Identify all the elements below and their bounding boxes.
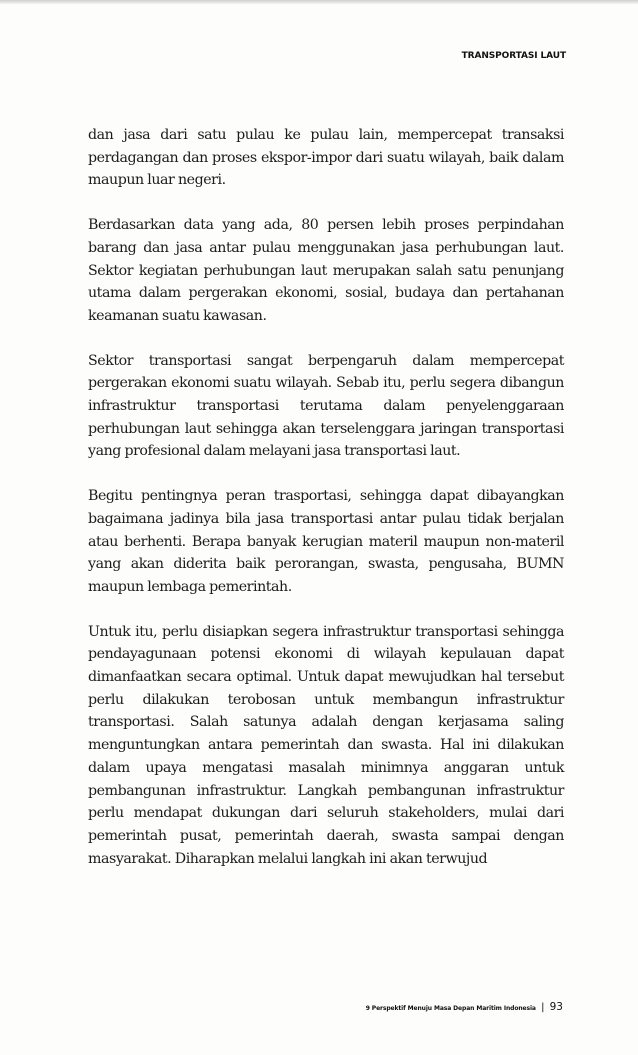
paragraph: Berdasarkan data yang ada, 80 persen lebih proses perpindahan barang dan jasa antar pulau menggunakan jasa perhubungan laut. Sektor kegiatan perhubungan laut merupakan salah satu penunjang utama dalam pergerakan ekonomi, sosial, budaya dan pertahanan keamanan suatu kawasan. [88,217,564,324]
footer-separator: | [541,1002,545,1013]
paragraph: Begitu pentingnya peran trasportasi, sehingga dapat dibayangkan bagaimana jadinya bila jasa transportasi antar pulau tidak berjalan atau berhenti. Berapa banyak kerugian materil maupun non-materil yang akan diderita baik perorangan, swasta, pengusaha, BUMN maupun lembaga pemerintah. [88,488,564,595]
body-text [88,124,564,870]
page-footer [366,1001,563,1013]
footer-book-title: 9 Perspektif Menuju Masa Depan Maritim Indonesia [365,1005,536,1012]
page-top-edge [0,0,638,4]
paragraph: Untuk itu, perlu disiapkan segera infrastruktur transportasi sehingga pendayagunaan potensi ekonomi di wilayah kepulauan dapat dimanfaatkan secara optimal. Untuk dapat mewujudkan hal tersebut perlu dilakukan terobosan untuk membangun infrastruktur transportasi. Salah satunya adalah dengan kerjasama saling menguntungkan antara pemerintah dan swasta. Hal ini dilakukan dalam upaya mengatasi masalah minimnya anggaran untuk pembangunan infrastruktur. Langkah pembangunan infrastruktur perlu mendapat dukungan dari seluruh stakeholders, mulai dari pemerintah pusat, pemerintah daerah, swasta sampai dengan masyarakat. Diharapkan melalui langkah ini akan terwujud [88,623,564,867]
paragraph: Sektor transportasi sangat berpengaruh dalam mempercepat pergerakan ekonomi suatu wilayah. Sebab itu, perlu segera dibangun infrastruktur transportasi terutama dalam penyelenggaraan perhubungan laut sehingga akan terselenggara jaringan transportasi yang profesional dalam melayani jasa transportasi laut. [88,352,564,460]
paragraph: dan jasa dari satu pulau ke pulau lain, mempercepat transaksi perdagangan dan proses ekspor-impor dari suatu wilayah, baik dalam maupun luar negeri. [88,127,564,189]
running-header: TRANSPORTASI LAUT [461,51,566,61]
page-number: 93 [549,1001,563,1013]
